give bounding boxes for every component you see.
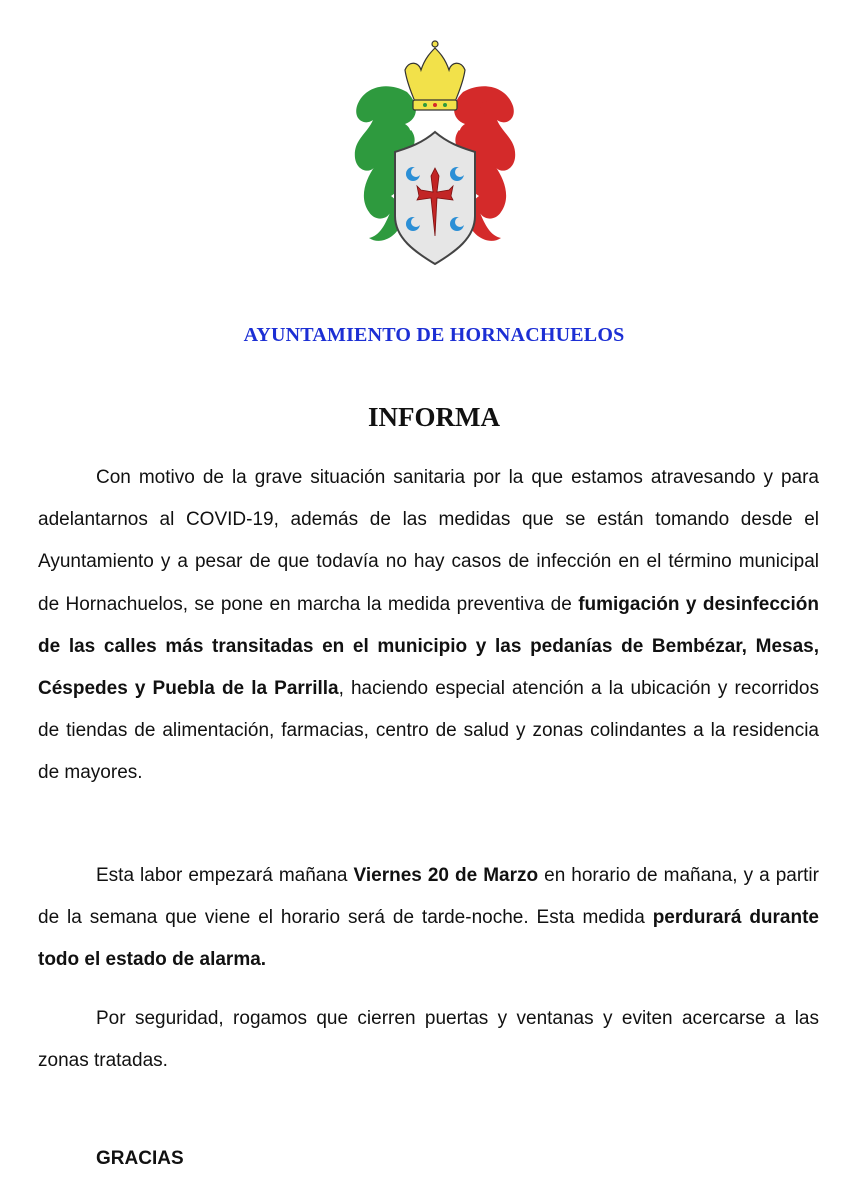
shield-icon <box>395 132 475 264</box>
emphasis-text: fumigación y desinfección de las calles más transitadas en el municipio y las pedanías de Bembézar, Mesas, Céspedes y Puebla de la Parrilla <box>38 593 819 700</box>
emphasis-duration: perdurará durante todo el estado de alarma. <box>38 907 819 971</box>
paragraph-text: , haciendo especial atención a la ubicación y recorridos de tiendas de alimentación, farmacias, centro de salud y zonas colindantes a la residencia de mayores. <box>38 678 819 784</box>
paragraph-text: Con motivo de la grave situación sanitaria por la que estamos atravesando y para adelantarnos al COVID-19, además de las medidas que se están tomando desde el Ayuntamiento y a pesar de que todavía no hay casos de infección en el término municipal de Hornachuelos, se pone en marcha la medida preventiva de <box>38 467 819 615</box>
paragraph-schedule <box>38 855 819 982</box>
closing-thanks: GRACIAS <box>96 1148 184 1169</box>
paragraph-text: en horario de mañana, y a partir de la semana que viene el horario será de tarde-noche. Esta medida <box>38 865 819 929</box>
emphasis-date: Viernes 20 de Marzo <box>353 865 539 886</box>
page-title: INFORMA <box>368 402 500 432</box>
paragraph-fumigation-notice <box>38 457 819 795</box>
coat-of-arms-icon <box>345 40 525 270</box>
paragraph-text: Por seguridad, rogamos que cierren puertas y ventanas y eviten acercarse a las zonas tratadas. <box>38 1008 819 1072</box>
crown-icon <box>405 41 465 110</box>
paragraph-safety <box>38 998 819 1082</box>
organization-name: AYUNTAMIENTO DE HORNACHUELOS <box>243 324 625 346</box>
paragraph-text: Esta labor empezará mañana <box>96 865 354 886</box>
